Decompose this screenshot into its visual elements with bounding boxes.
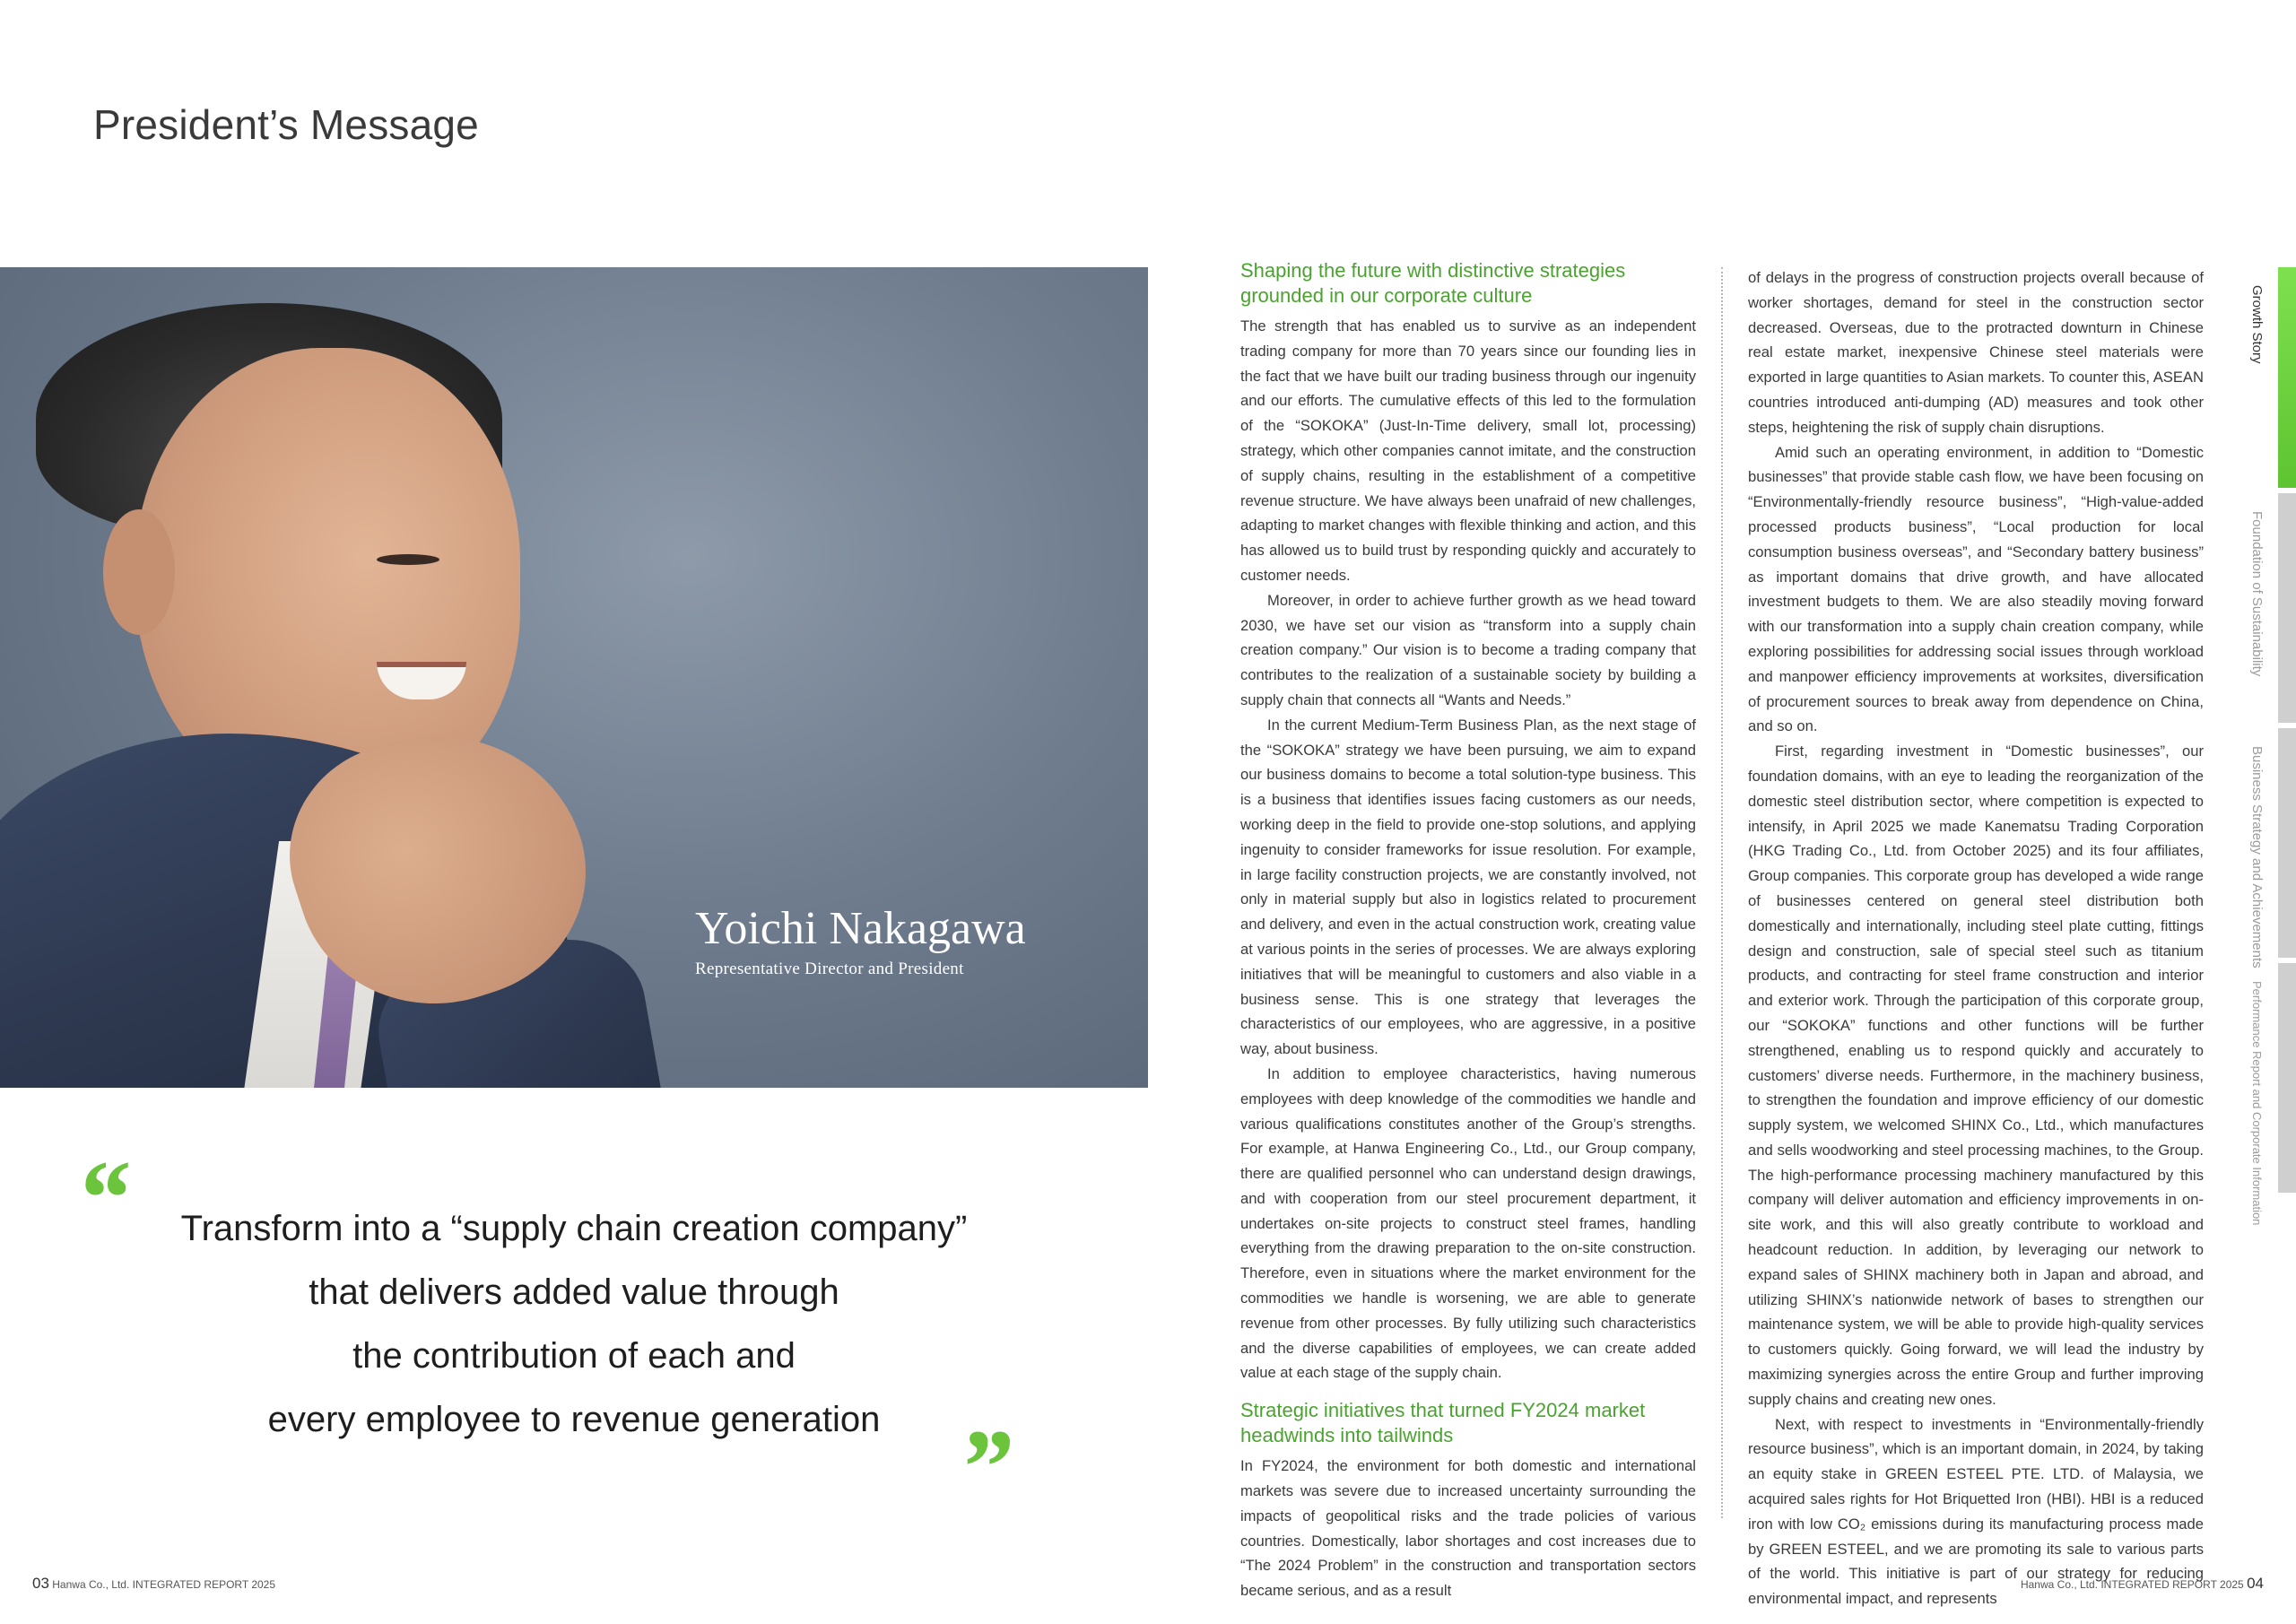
pull-quote-line: every employee to revenue generation xyxy=(267,1400,881,1439)
portrait-eye xyxy=(377,554,439,565)
body-paragraph: In addition to employee characteristics, having numerous employees with deep knowledge of the commodities we handle and various qualifications constitutes another of the Group’s strengths. For example, at Hanwa Engineering Co., Ltd., our Group company, there are qualified personnel who can understand design drawings, and with cooperation from our steel procurement department, it undertakes on-site projects to construct steel frames, handling everything from the drawing preparation to the on-site construction. Therefore, even in situations where the market environment for the commodities we handle is worsening, we are able to generate revenue from other processes. By fully utilizing such characteristics and the diverse capabilities of employees, we can create added value at each stage of the supply chain. xyxy=(1240,1064,1696,1382)
body-paragraph: Amid such an operating environment, in addition to “Domestic businesses” that provide stable cash flow, we have been focusing on “Environmentally-friendly resource business”, “High-value-added processed products business”, “Local production for local consumption business overseas”, and “Secondary battery business” as important domains that drive growth, and have allocated investment budgets to them. We are also steadily moving forward with our transformation into a supply chain creation company, while exploring possibilities for addressing social issues through workload and manpower efficiency improvements at worksites, diversification of procurement sources to break away from dependence on China, and so on. xyxy=(1748,443,2204,735)
pull-quote-line: Transform into a “supply chain creation company” xyxy=(180,1209,968,1248)
tab-label: Performance Report and Corporate Information xyxy=(2250,981,2264,1226)
tab-growth-story[interactable] xyxy=(2249,267,2296,488)
section-heading: Shaping the future with distinctive strategies grounded in our corporate culture xyxy=(1240,259,1626,307)
tab-label: Foundation of Sustainability xyxy=(2249,511,2265,677)
president-name-block xyxy=(695,902,1026,979)
president-name: Yoichi Nakagawa xyxy=(695,903,1026,954)
tab-performance-report[interactable] xyxy=(2250,963,2296,1226)
body-paragraph: The strength that has enabled us to survive as an independent trading company for more than 70 years since our founding lies in the fact that we have built our trading business through our ingenuity and our efforts. The cumulative effects of this led to the formulation of the “SOKOKA” (Just-In-Time delivery, small lot, processing) strategy, which other companies cannot imitate, and the construction of supply chains, resulting in the establishment of a competitive revenue structure. We have always been unafraid of new challenges, adapting to market changes with flexible thinking and action, and this has allowed us to build trust by responding quickly and accurately to customer needs. xyxy=(1240,317,1696,584)
page-number: 04 xyxy=(2247,1575,2264,1592)
footer-publication: Hanwa Co., Ltd. INTEGRATED REPORT 2025 xyxy=(52,1578,276,1591)
open-quote-mark: “ xyxy=(75,1138,129,1257)
body-paragraph: First, regarding investment in “Domestic businesses”, our foundation domains, with an eye to leading the reorganization of the domestic steel distribution sector, where competition is expected to intensify, in April 2025 we made Kanematsu Trading Corporation (HKG Trading Co., Ltd. from October 2025) and its four affiliates, Group companies. This corporate group has developed a wide range of businesses centered on general steel distribution both domestically and internationally, including steel plate cutting, fittings design and construction, sale of special steel such as titanium products, and contracting for steel frame construction and interior and exterior work. Through the participation of this corporate group, our “SOKOKA” functions and other functions will be further strengthened, enabling us to respond quickly and accurately to customers’ diverse needs. Furthermore, in the machinery business, to strengthen the foundation and improve efficiency of our domestic supply system, we welcomed SHINX Co., Ltd., which manufactures and sells woodworking and steel processing machines, to the Group. The high-performance processing machinery manufactured by this company will deliver automation and efficiency improvements in on-site work, and this will also greatly contribute to workload and headcount reduction. In addition, by leveraging our network to expand sales of SHINX machinery both in Japan and abroad, and utilizing SHINX’s nationwide network of bases to strengthen our maintenance system, we will be able to provide high-quality services to customers quickly. Going forward, we will lead the industry by maximizing synergies across the entire Group and further improving supply chains and creating new ones. xyxy=(1748,743,2204,1408)
footer-publication: Hanwa Co., Ltd. INTEGRATED REPORT 2025 xyxy=(2020,1578,2244,1591)
portrait-ear xyxy=(103,509,175,635)
right-text-column xyxy=(1748,265,2204,1611)
body-paragraph: of delays in the progress of construction projects overall because of worker shortages, demand for steel in the construction sector decreased. Overseas, due to the protracted downturn in Chinese real estate market, inexpensive Chinese steel materials were exported in large quantities to Asian markets. To counter this, ASEAN countries introduced anti-dumping (AD) measures and took other steps, heightening the risk of supply chain disruptions. xyxy=(1748,269,2204,436)
section-heading: Strategic initiatives that turned FY2024 market headwinds into tailwinds xyxy=(1240,1399,1646,1447)
section-tabs xyxy=(2249,267,2296,1226)
pull-quote-line: that delivers added value through xyxy=(309,1272,839,1312)
tab-indicator xyxy=(2278,963,2296,1193)
tab-label: Growth Story xyxy=(2249,285,2265,364)
tab-indicator xyxy=(2278,267,2296,488)
left-text-column xyxy=(1240,258,1696,1603)
tab-label: Business Strategy and Achievements xyxy=(2249,746,2265,968)
tab-indicator xyxy=(2278,728,2296,958)
body-paragraph: Moreover, in order to achieve further growth as we head toward 2030, we have set our vision as “transform into a supply chain creation company.” Our vision is to become a trading company that contributes to the realization of a sustainable society by building a supply chain that connects all “Wants and Needs.” xyxy=(1240,591,1696,708)
page-title: President’s Message xyxy=(93,101,479,148)
tab-foundation-of-sustainability[interactable] xyxy=(2249,493,2296,723)
pull-quote xyxy=(126,1197,1022,1452)
body-paragraph: Next, with respect to investments in “Environmentally-friendly resource business”, which is an important domain, in 2024, by taking an equity stake in GREEN ESTEEL PTE. LTD. of Malaysia, we acquired sales rights for Hot Briquetted Iron (HBI). HBI is a reduced iron with low CO₂ emissions during its manufacturing process made by GREEN ESTEEL, and we are promoting its sale to various parts of the world. This initiative is part of our strategy for reducing environmental impact, and represents xyxy=(1748,1415,2204,1608)
body-paragraph: In the current Medium-Term Business Plan, as the next stage of the “SOKOKA” strategy we have been pursuing, we aim to expand our business domains to become a total solution-type business. This is a business that identifies issues facing customers as our needs, working deep in the field to provide one-stop solutions, and applying ingenuity to consider frameworks for issue resolution. For example, in large facility construction projects, we are constantly involved, not only in material supply but also in logistics related to procurement and delivery, and even in the actual construction work, creating value at various points in the series of processes. We are always exploring initiatives that will be meaningful to customers and also viable in a business sense. This is one strategy that leverages the characteristics of our employees, who are aggressive, in a positive way, about business. xyxy=(1240,716,1696,1058)
tab-business-strategy[interactable] xyxy=(2249,728,2296,968)
tab-indicator xyxy=(2278,493,2296,723)
footer-right xyxy=(2021,1575,2264,1593)
body-paragraph: In FY2024, the environment for both domestic and international markets was severe due to increased uncertainty surrounding the impacts of geopolitical risks and the trade policies of various countries. Domestically, labor shortages and cost increases due to “The 2024 Problem” in the construction and transportation sectors became serious, and as a result xyxy=(1240,1457,1696,1600)
page-number: 03 xyxy=(32,1575,49,1592)
close-quote-mark: ” xyxy=(958,1407,1012,1526)
footer-left xyxy=(32,1575,275,1593)
column-divider xyxy=(1721,267,1723,1518)
president-title: Representative Director and President xyxy=(695,960,964,978)
pull-quote-line: the contribution of each and xyxy=(352,1336,796,1376)
